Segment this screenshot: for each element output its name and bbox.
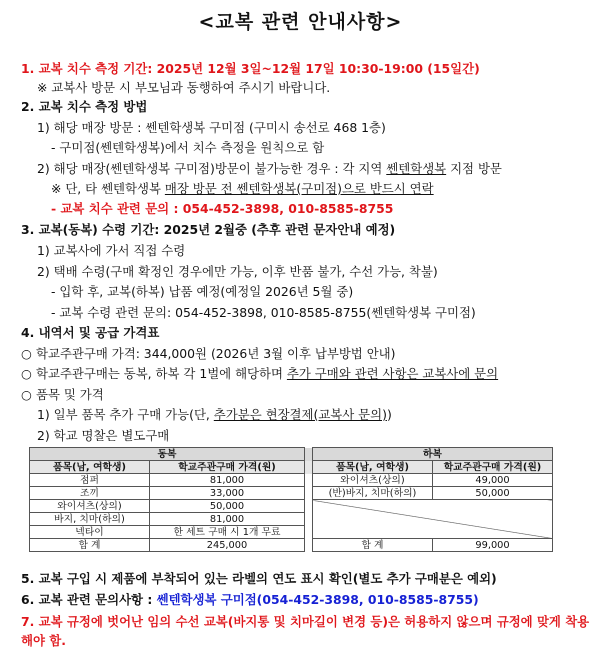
section-3-line-3: - 입학 후, 교복(하복) 납품 예정(예정일 2026년 5월 중) [51,284,354,299]
section-4-line-1 [37,407,392,423]
section-4-line-1-tail: ) [386,407,392,422]
section-1-note: ※ 교복사 방문 시 부모님과 동행하여 주시기 바랍니다. [37,80,331,95]
table-gap [305,448,313,461]
summer-total-label: 합 계 [313,539,433,552]
winter-item: 와이셔츠(상의) [30,500,150,513]
winter-price: 한 세트 구매 시 1개 무료 [150,526,305,539]
winter-item: 넥타이 [30,526,150,539]
section-3-line-4: - 교복 수령 관련 문의: 054-452-3898, 010-8585-8755(쎈텐학생복 구미점) [51,305,476,320]
section-1-heading: 1. 교복 치수 측정 기간: 2025년 12월 3일~12월 17일 10:30-19:00 (15일간) [21,61,480,76]
table-gap [305,461,313,474]
section-2-line-4-text: ※ 단, 타 쎈텐학생복 [51,181,165,196]
summer-price: 50,000 [433,487,553,500]
section-4-line-2: 2) 학교 명찰은 별도구매 [37,428,170,443]
section-2-line-3-tail: 지점 방문 [446,161,502,176]
section-4-line-1-underlined: 추가분은 현장결제(교복사 문의) [213,407,387,422]
section-4-line-1-text: 1) 일부 품목 추가 구매 가능(단, [37,407,214,422]
section-2-line-4-underlined: 매장 방문 전 쎈텐학생복(구미점)으로 반드시 연락 [164,181,434,196]
table-gap [305,526,313,539]
section-4-item-1-text: 학교주관구매 가격: 344,000원 (2026년 3월 이후 납부방법 안내) [36,346,396,361]
winter-price-col-header: 학교주관구매 가격(원) [150,461,305,474]
winter-item: 바지, 치마(하의) [30,513,150,526]
section-2-line-1: 1) 해당 매장 방문 : 쎈텐학생복 구미점 (구미시 송선로 468 1층) [37,120,386,135]
winter-item: 조끼 [30,487,150,500]
summer-item: (반)바지, 치마(하의) [313,487,433,500]
section-3-heading: 3. 교복(동복) 수령 기간: 2025년 2월중 (추후 관련 문자안내 예정) [21,222,396,237]
winter-price: 81,000 [150,474,305,487]
winter-total-label: 합 계 [30,539,150,552]
winter-item: 점퍼 [30,474,150,487]
empty-diagonal-cell [313,500,553,539]
section-3-line-1: 1) 교복사에 가서 직접 수령 [37,243,186,258]
section-4-item-2 [21,366,498,382]
table-gap [305,500,313,513]
table-group-header-row [30,448,553,461]
section-6-contact: 쎈텐학생복 구미점(054-452-3898, 010-8585-8755) [156,592,479,607]
table-row [30,500,553,513]
table-gap [305,513,313,526]
section-4-item-3-text: 품목 및 가격 [36,387,104,402]
winter-total: 245,000 [150,539,305,552]
summer-item-col-header: 품목(남, 여학생) [313,461,433,474]
table-column-header-row [30,461,553,474]
table-gap [305,474,313,487]
summer-price: 49,000 [433,474,553,487]
circle-bullet-icon: ○ [21,387,32,402]
table-gap [305,487,313,500]
circle-bullet-icon: ○ [21,366,32,381]
section-2-line-3-underlined: 쎈텐학생복 [386,161,447,176]
summer-total: 99,000 [433,539,553,552]
winter-price: 33,000 [150,487,305,500]
section-2-line-4 [51,181,434,197]
summer-item: 와이셔츠(상의) [313,474,433,487]
section-4-item-3 [21,387,104,403]
section-4-heading: 4. 내역서 및 공급 가격표 [21,325,160,340]
winter-price: 81,000 [150,513,305,526]
price-table [29,447,553,552]
section-4-item-2-text: 학교주관구매는 동복, 하복 각 1벌에 해당하며 [36,366,287,381]
section-6-label: 6. 교복 관련 문의사항 : [21,592,157,607]
page-title: <교복 관련 안내사항> [198,11,403,33]
winter-header: 동복 [30,448,305,461]
section-4-item-2-underlined: 추가 구매와 관련 사항은 교복사에 문의 [286,366,499,381]
section-4-item-1 [21,346,396,362]
section-6 [21,592,479,608]
section-2-line-3-text: 2) 해당 매장(쎈텐학생복 구미점)방문이 불가능한 경우 : 각 지역 [37,161,387,176]
winter-price: 50,000 [150,500,305,513]
summer-header: 하복 [313,448,553,461]
table-row [30,487,553,500]
table-gap [305,539,313,552]
section-2-heading: 2. 교복 치수 측정 방법 [21,99,148,114]
circle-bullet-icon: ○ [21,346,32,361]
section-7: 7. 교복 규정에 벗어난 임의 수선 교복(바지통 및 치마길이 변경 등)은 허용하지 않으며 규정에 맞게 착용해야 함. [21,614,590,648]
summer-price-col-header: 학교주관구매 가격(원) [433,461,553,474]
winter-item-col-header: 품목(남, 여학생) [30,461,150,474]
section-3-line-2: 2) 택배 수령(구매 확정인 경우에만 가능, 이후 반품 불가, 수선 가능, 착불) [37,264,438,279]
section-5: 5. 교복 구입 시 제품에 부착되어 있는 라벨의 연도 표시 확인(별도 추가 구매분은 예외) [21,571,497,586]
table-total-row [30,539,553,552]
section-2-line-3 [37,161,502,177]
section-2-line-2: - 구미점(쎈텐학생복)에서 치수 측정을 원칙으로 함 [51,140,325,155]
table-row [30,474,553,487]
section-2-contact: - 교복 치수 관련 문의 : 054-452-3898, 010-8585-8755 [51,201,394,216]
